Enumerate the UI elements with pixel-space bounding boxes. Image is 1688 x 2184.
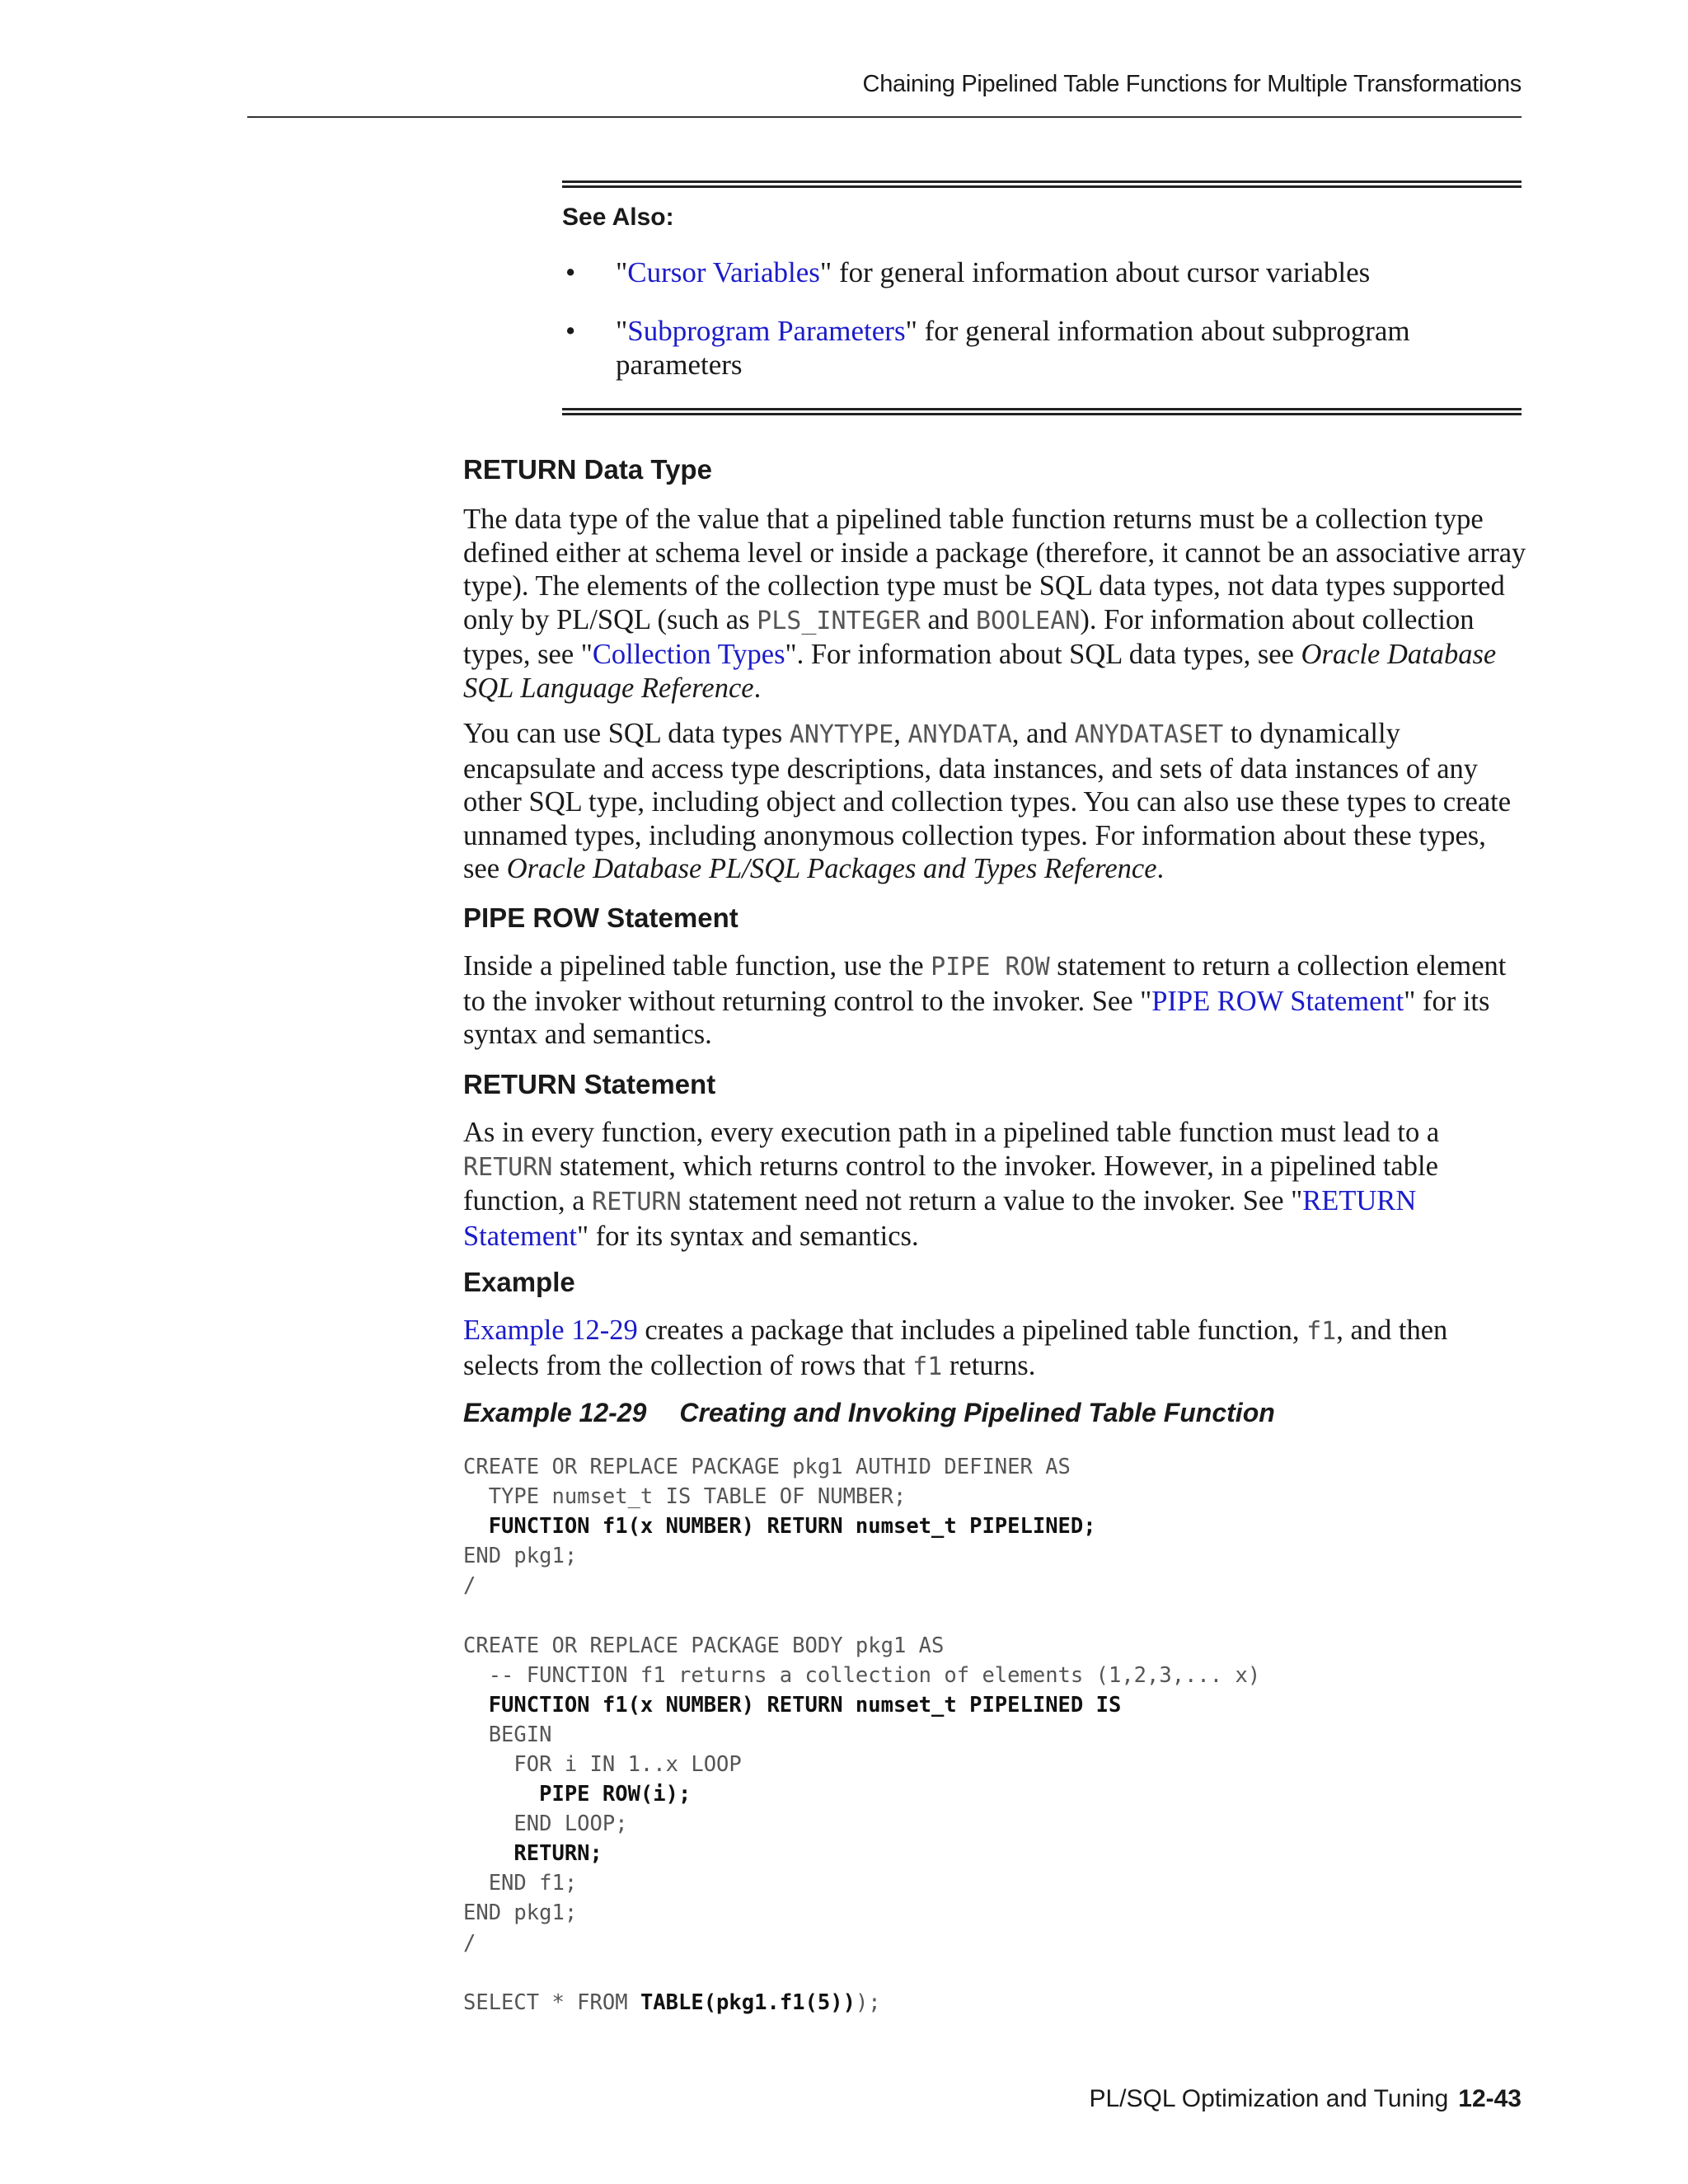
footer-book-title: PL/SQL Optimization and Tuning — [1089, 2085, 1449, 2112]
code-pipe-row: PIPE ROW — [931, 953, 1050, 982]
link-pipe-row-statement[interactable]: PIPE ROW Statement — [1151, 985, 1404, 1017]
bullet-icon: • — [565, 315, 576, 347]
bullet-icon: • — [565, 256, 576, 288]
see-also-item: • "Cursor Variables" for general information about cursor variables — [565, 256, 1371, 288]
paragraph-return-data-type-2: You can use SQL data types ANYTYPE, ANYDATA, and ANYDATASET to dynamically encapsulate and access type descriptions, data instances, and sets of data instances of any other SQL type, including object and collection types. You can also use these types to create unnamed types, including anonymous collection types. For information about these types, see Oracle Database PL/SQL Packages and Types Reference. — [463, 718, 1512, 884]
heading-example: Example — [463, 1267, 575, 1297]
code-return: RETURN — [463, 1152, 553, 1182]
see-also-title: See Also: — [562, 204, 674, 231]
code-example: CREATE OR REPLACE PACKAGE pkg1 AUTHID DEFINER AS TYPE numset_t IS TABLE OF NUMBER; FUNCTION f1(x NUMBER) RETURN numset_t PIPELINED; END pkg1; / CREATE OR REPLACE PACKAGE BODY pkg1 AS -- FUNCTION f1 returns a collection of elements (1,2,3,... x) FUNCTION f1(x NUMBER) RETURN numset_t PIPELINED IS BEGIN FOR i IN 1..x LOOP PIPE ROW(i); END LOOP; RETURN; END f1; END pkg1; / SELECT * FROM TABLE(pkg1.f1(5))); — [463, 1455, 1261, 2015]
code-boolean: BOOLEAN — [975, 606, 1081, 635]
paragraph-return-data-type-1: The data type of the value that a pipelined table function returns must be a collection type defined either at schema level or inside a package (therefore, it cannot be an associative array type). The elements of the collection type must be SQL data types, not data types supported only by PL/SQL (such as PLS_INTEGER and BOOLEAN). For information about collection types, see "Collection Types". For information about SQL data types, see Oracle Database SQL Language Reference. — [463, 504, 1526, 704]
link-cursor-variables[interactable]: Cursor Variables — [627, 256, 820, 288]
see-also-item: • "Subprogram Parameters" for general information about subprogram parameters — [565, 315, 1410, 381]
code-f1: f1 — [912, 1352, 943, 1381]
example-title: Creating and Invoking Pipelined Table Function — [679, 1398, 1275, 1427]
code-f1: f1 — [1306, 1317, 1337, 1346]
link-return-statement[interactable]: RETURN Statement — [463, 1185, 1417, 1252]
paragraph-pipe-row: Inside a pipelined table function, use the PIPE ROW statement to return a collection element to the invoker without returning control to the invoker. See "PIPE ROW Statement" for its syntax and semantics. — [463, 950, 1507, 1050]
paragraph-return-statement: As in every function, every execution path in a pipelined table function must lead to a RETURN statement, which returns control to the invoker. However, in a pipelined table function, a RETURN statement need not return a value to the invoker. See "RETURN Statement" for its syntax and semantics. — [463, 1117, 1440, 1252]
see-also-list — [562, 255, 1522, 406]
code-anydata: ANYDATA — [907, 720, 1012, 749]
see-also-top-rule — [562, 180, 1522, 188]
code-anytype: ANYTYPE — [789, 720, 894, 749]
code-pls-integer: PLS_INTEGER — [757, 606, 921, 635]
heading-return-statement: RETURN Statement — [463, 1069, 716, 1099]
see-also-bottom-rule — [562, 408, 1522, 415]
code-return: RETURN — [592, 1188, 682, 1216]
link-example-12-29[interactable]: Example 12-29 — [463, 1315, 638, 1346]
paragraph-example: Example 12-29 creates a package that includes a pipelined table function, f1, and then selects from the collection of rows that f1 returns. — [463, 1315, 1448, 1381]
heading-return-data-type: RETURN Data Type — [463, 454, 712, 485]
ref-sql-language-reference: Oracle Database SQL Language Reference — [463, 639, 1497, 704]
example-caption — [463, 1398, 1275, 1428]
header-rule — [247, 116, 1522, 118]
page-number: 12-43 — [1458, 2085, 1522, 2112]
example-number: Example 12-29 — [463, 1398, 647, 1427]
running-header: Chaining Pipelined Table Functions for Multiple Transformations — [862, 71, 1522, 97]
link-subprogram-parameters[interactable]: Subprogram Parameters — [627, 315, 906, 347]
ref-plsql-packages-types-reference: Oracle Database PL/SQL Packages and Types Reference — [506, 853, 1157, 884]
heading-pipe-row-statement: PIPE ROW Statement — [463, 902, 738, 933]
code-anydataset: ANYDATASET — [1074, 720, 1224, 749]
page-footer — [247, 2085, 1522, 2113]
link-collection-types[interactable]: Collection Types — [592, 639, 785, 670]
